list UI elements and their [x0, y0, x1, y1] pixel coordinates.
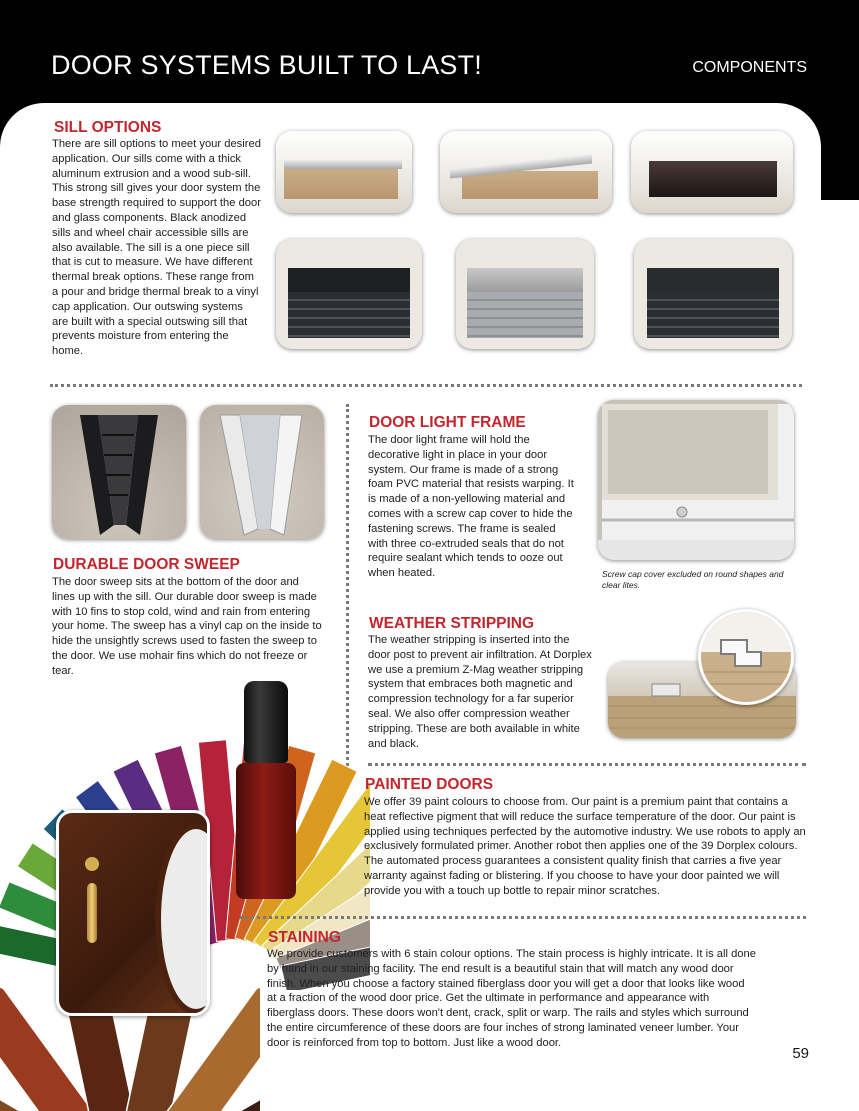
sill-ramp-photo-bronze [634, 239, 792, 349]
sill-ramp-photo-black [276, 239, 422, 349]
section-divider-right [368, 763, 806, 766]
sill-ramp-photo-silver [456, 239, 594, 349]
door-light-frame-caption: Screw cap cover excluded on round shapes and clear lites. [602, 569, 784, 590]
weather-stripping-detail-photo [698, 609, 794, 705]
page-title: DOOR SYSTEMS BUILT TO LAST! [51, 50, 483, 80]
stained-door-photo [56, 810, 210, 1016]
section-divider [50, 384, 802, 387]
staining-heading: STAINING [268, 929, 341, 946]
door-sweep-photo-white [200, 405, 324, 539]
door-sweep-photo-dark [52, 405, 186, 539]
section-label: COMPONENTS [692, 59, 807, 76]
door-light-frame-photo [598, 400, 794, 560]
door-light-frame-heading: DOOR LIGHT FRAME [369, 414, 526, 431]
door-light-frame-text: The door light frame will hold the decorative light in place in your door system. Our frame is made of a strong foam PVC material that resists warping. It is made of a non-yellowing material and comes with a screw cap cover to hide the fastening screws. The frame is sealed with three co-extruded seals that do not require sealant which tends to ooze out when heated. [368, 434, 574, 580]
section-divider-bottom [240, 916, 806, 919]
sill-photo-3 [631, 131, 793, 213]
weather-stripping-heading: WEATHER STRIPPING [369, 615, 535, 632]
paint-bottle [236, 681, 296, 899]
sill-photo-1 [276, 131, 412, 213]
sill-options-heading: SILL OPTIONS [54, 119, 162, 136]
sill-options-text: There are sill options to meet your desired application. Our sills come with a thick aluminum extrusion and a wood sub-sill. This strong sill gives your door system the base strength required to support the door and glass components. Black anodized sills and wheel chair accessible sills are also available. The sill is a one piece sill that is cut to measure. We have different thermal break options. These range from a pour and bridge thermal break to a vinyl cap application. Our outswing systems are built with a special outswing sill that prevents moisture from entering the home. [52, 138, 261, 358]
page-number: 59 [792, 1045, 809, 1062]
sill-photo-2 [440, 131, 612, 213]
painted-doors-heading: PAINTED DOORS [365, 776, 494, 793]
weather-stripping-text: The weather stripping is inserted into the door post to prevent air infiltration. At Dorplex we use a premium Z-Mag weather stripping system that embraces both magnetic and compression technology for a far superior seal. We also offer compression weather stripping. These are both available in white and black. [368, 634, 592, 750]
door-sweep-heading: DURABLE DOOR SWEEP [53, 556, 240, 573]
painted-doors-text: We offer 39 paint colours to choose from. Our paint is a premium paint that contains a heat reflective pigment that will reduce the surface temperature of the door. Our paint is applied using techniques perfected by the automotive industry. We use robots to apply an exclusively formulated primer. Another robot then applies one of the 39 Dorplex colours. The automated process guarantees a consistent quality finish that carries a five year warranty against fading or blistering. If you choose to have your door painted we will provide you with a touch up bottle to repair minor scratches. [364, 796, 806, 897]
door-sweep-text: The door sweep sits at the bottom of the door and lines up with the sill. Our durable door sweep is made with 10 fins to stop cold, wind and rain from entering your home. The sweep has a vinyl cap on the inside to hide the unsightly screws used to fasten the sweep to the door. We use mohair fins which do not freeze or tear. [52, 576, 322, 677]
staining-text: We provide customers with 6 stain colour options. The stain process is highly intricate. It is all done by hand in our staining facility. The end result is a beautiful stain that will match any wood door finish. When you choose a factory stained fiberglass door you will get a door that looks like wood at a fraction of the wood door price. Get the ultimate in performance and appearance with fiberglass doors. These doors won't dent, crack, split or warp. The rails and styles which surround the entire circumference of these doors are four inches of strong laminated veneer lumber. Your door is reinforced from top to bottom. Just like a wood door. [267, 948, 756, 1049]
